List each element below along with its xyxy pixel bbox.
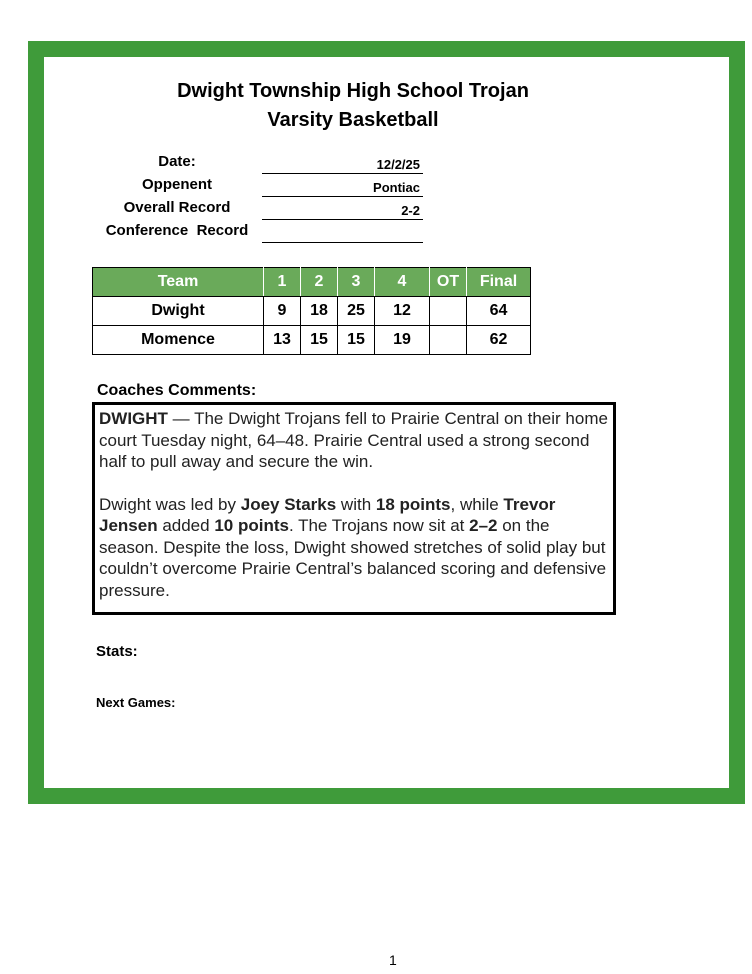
comment-bold-text: 18 points <box>375 494 451 514</box>
comment-text: on the season. Despite the loss, Dwight showed stretches of solid play but couldn’t overcome Prairie Central’s balanced scoring and defensive pressure. <box>99 516 607 600</box>
coaches-comments-box <box>92 402 616 615</box>
comment-bold-text: Trevor Jensen <box>99 494 556 535</box>
score-cell <box>430 326 467 355</box>
header-q3: 3 <box>338 268 375 297</box>
final-score: 62 <box>467 326 531 355</box>
table-row <box>93 326 531 355</box>
header-q4: 4 <box>375 268 430 297</box>
coaches-comments-label: Coaches Comments: <box>97 382 257 399</box>
score-cell: 12 <box>375 297 430 326</box>
page-number: 1 <box>389 952 397 968</box>
comment-text: , while <box>450 494 504 514</box>
overall-record-value: 2-2 <box>262 200 423 220</box>
table-row <box>93 297 531 326</box>
comment-text: Dwight was led by <box>99 494 241 514</box>
opponent-value: Pontiac <box>262 177 423 197</box>
comment-bold-text: 10 points <box>214 516 289 535</box>
score-cell: 25 <box>338 297 375 326</box>
header-team: Team <box>93 268 264 297</box>
date-label: Date: <box>158 153 196 170</box>
header-q2: 2 <box>301 268 338 297</box>
score-header-row <box>93 268 531 297</box>
header-q1: 1 <box>264 268 301 297</box>
comment-text: . The Trojans now sit at <box>288 516 470 535</box>
comment-text: — The Dwight Trojans fell to Prairie Central on their home court Tuesday night, 64–48. Prairie Central used a strong second half to pull away and secure the win. <box>99 409 608 471</box>
header-final: Final <box>467 268 531 297</box>
title-line-1: Dwight Township High School Trojan <box>177 80 529 102</box>
overall-record-label: Overall Record <box>123 199 231 216</box>
comment-bold-text: Joey Starks <box>240 494 337 514</box>
next-games-label: Next Games: <box>96 695 176 710</box>
score-cell: 9 <box>264 297 301 326</box>
score-cell: 18 <box>301 297 338 326</box>
score-cell: 15 <box>301 326 338 355</box>
comment-bold-text: 2–2 <box>469 516 498 535</box>
conference-record-value <box>262 223 423 243</box>
opponent-label: Oppenent <box>142 176 212 193</box>
final-score: 64 <box>467 297 531 326</box>
team-name: Dwight <box>93 297 264 326</box>
title-line-2: Varsity Basketball <box>267 109 439 131</box>
score-cell: 15 <box>338 326 375 355</box>
score-cell: 19 <box>375 326 430 355</box>
comment-paragraph <box>99 408 609 473</box>
date-value: 12/2/25 <box>262 154 423 174</box>
score-cell: 13 <box>264 326 301 355</box>
comment-bold-text: DWIGHT <box>99 409 168 428</box>
team-name: Momence <box>93 326 264 355</box>
score-cell <box>430 297 467 326</box>
score-table <box>92 267 531 355</box>
stats-label: Stats: <box>96 643 138 660</box>
comment-paragraph <box>99 494 609 602</box>
conference-record-label: Conference Record <box>105 222 249 239</box>
header-ot: OT <box>430 268 467 297</box>
comment-text: added <box>157 516 215 535</box>
comment-text: with <box>336 494 376 514</box>
